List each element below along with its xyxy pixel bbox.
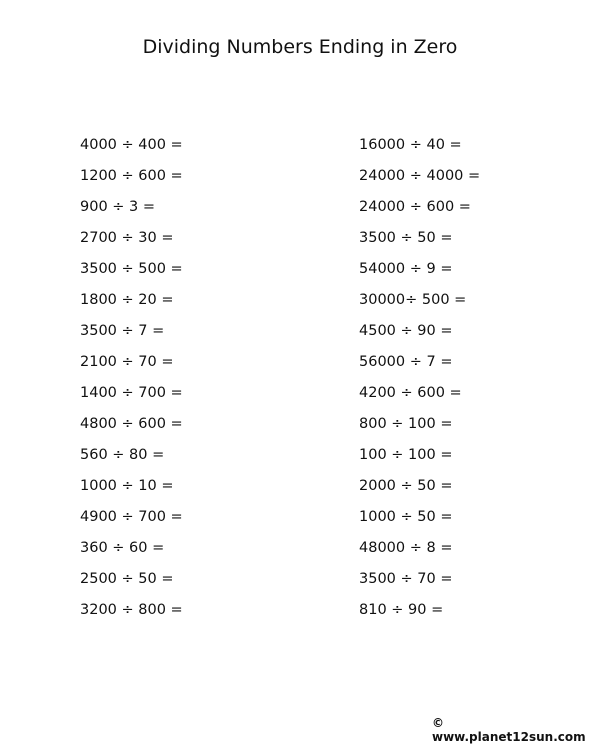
division-problem: 3200 ÷ 800 = [80,602,183,618]
division-problem: 16000 ÷ 40 = [359,137,462,153]
division-problem: 1000 ÷ 50 = [359,509,453,525]
division-problem: 560 ÷ 80 = [80,447,165,463]
division-problem: 4500 ÷ 90 = [359,323,453,339]
division-problem: 810 ÷ 90 = [359,602,444,618]
copyright-footer: © www.planet12sun.com [432,716,586,744]
division-problem: 1800 ÷ 20 = [80,292,174,308]
division-problem: 48000 ÷ 8 = [359,540,453,556]
division-problem: 24000 ÷ 4000 = [359,168,481,184]
division-problem: 360 ÷ 60 = [80,540,165,556]
division-problem: 100 ÷ 100 = [359,447,453,463]
division-problem: 3500 ÷ 50 = [359,230,453,246]
division-problem: 30000÷ 500 = [359,292,467,308]
division-problem: 3500 ÷ 7 = [80,323,165,339]
division-problem: 800 ÷ 100 = [359,416,453,432]
division-problem: 54000 ÷ 9 = [359,261,453,277]
division-problem: 4900 ÷ 700 = [80,509,183,525]
division-problem: 1000 ÷ 10 = [80,478,174,494]
division-problem: 1200 ÷ 600 = [80,168,183,184]
division-problem: 3500 ÷ 70 = [359,571,453,587]
division-problem: 2500 ÷ 50 = [80,571,174,587]
division-problem: 2700 ÷ 30 = [80,230,174,246]
division-problem: 56000 ÷ 7 = [359,354,453,370]
right-problem-column [359,134,480,630]
division-problem: 2100 ÷ 70 = [80,354,174,370]
left-problem-column [80,134,183,630]
division-problem: 3500 ÷ 500 = [80,261,183,277]
division-problem: 2000 ÷ 50 = [359,478,453,494]
worksheet-title: Dividing Numbers Ending in Zero [142,36,458,58]
division-problem: 4200 ÷ 600 = [359,385,462,401]
division-problem: 1400 ÷ 700 = [80,385,183,401]
division-problem: 4000 ÷ 400 = [80,137,183,153]
division-problem: 24000 ÷ 600 = [359,199,471,215]
division-problem: 900 ÷ 3 = [80,199,156,215]
division-problem: 4800 ÷ 600 = [80,416,183,432]
